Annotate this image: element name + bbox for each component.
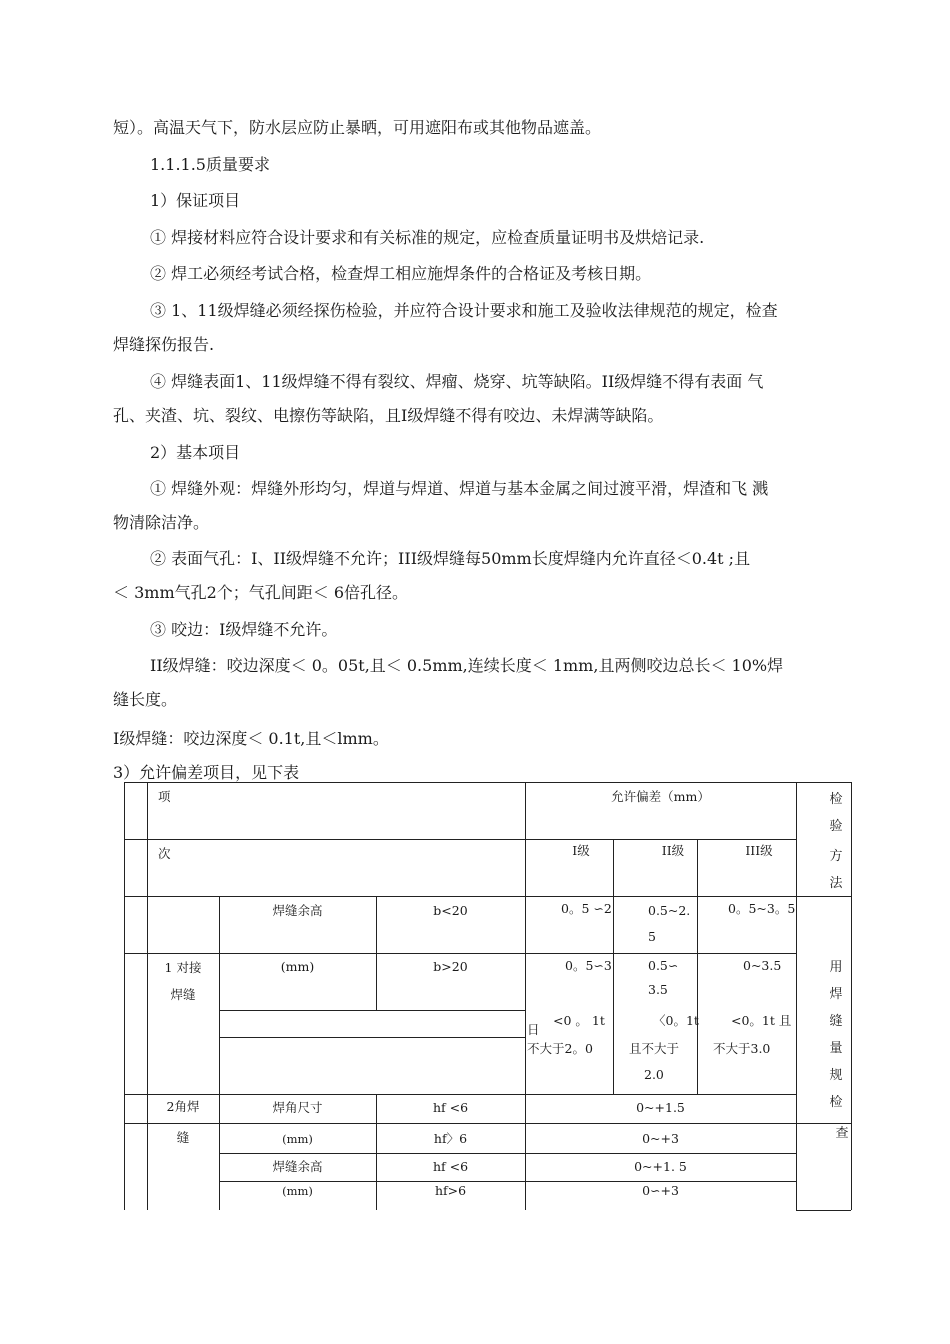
item-flaw-detection-line1: ③ 1、11级焊缝必须经探伤检验，并应符合设计要求和施工及验收法律规范的规定，检查 <box>150 301 778 320</box>
fillet-weld-label: 2角焊 <box>166 1099 200 1114</box>
subheading-basic-items: 2）基本项目 <box>150 443 241 462</box>
unit-label: (mm) <box>280 959 315 974</box>
undercut-grade2-line1: II级焊缝：咬边深度＜ 0。05t,且＜ 0.5mm,连续长度＜ 1mm,且两侧咬边总长＜ 10%焊 <box>150 656 784 675</box>
tolerance-value: 0∽+3 <box>642 1183 679 1198</box>
section-heading-quality: 1.1.1.5质量要求 <box>150 155 270 174</box>
inspection-method: 用 焊 缝 量 规 检 <box>829 960 843 1110</box>
tolerance-value: 日 <box>527 1022 540 1037</box>
tolerance-value: 0。5 ∽2 <box>561 901 612 916</box>
header-grade-1: I级 <box>572 843 590 858</box>
header-method: 检 验 <box>829 792 843 834</box>
butt-weld-label: 焊缝 <box>170 987 196 1002</box>
weld-reinforcement-label: 焊缝余高 <box>272 903 323 918</box>
condition-hf: hf <6 <box>432 1159 469 1174</box>
table-rule <box>613 839 614 1094</box>
item-undercut: ③ 咬边：I级焊缝不允许。 <box>150 620 338 639</box>
subheading-guarantee-items: 1）保证项目 <box>150 191 241 210</box>
tolerance-value: 0~3.5 <box>743 958 782 973</box>
item-welder-qualification: ② 焊工必须经考试合格，检查焊工相应施焊条件的合格证及考核日期。 <box>150 264 652 283</box>
butt-weld-label: 1 对接 <box>164 960 202 975</box>
item-weld-surface-line2: 孔、夹渣、坑、裂纹、电擦伤等缺陷，且I级焊缝不得有咬边、未焊满等缺陷。 <box>113 406 664 425</box>
tolerance-value: 且不大于 <box>629 1041 680 1056</box>
header-grade-3: III级 <box>745 843 773 858</box>
tolerance-value: 0.5∽ <box>648 958 679 973</box>
unit-label: (mm) <box>282 1184 313 1198</box>
tolerance-value: 2.0 <box>644 1067 664 1082</box>
tolerance-value: 0~+3 <box>642 1131 679 1146</box>
subheading-tolerance-items: 3）允许偏差项目，见下表 <box>113 763 300 782</box>
unit-label: (mm) <box>282 1132 313 1146</box>
table-rule <box>796 1210 851 1211</box>
undercut-grade2-line2: 缝长度。 <box>113 690 178 709</box>
fillet-weld-label: 缝 <box>176 1130 190 1145</box>
tolerance-value: 不大于3.0 <box>713 1041 771 1056</box>
tolerance-value: 0~+1.5 <box>636 1100 685 1115</box>
header-method: 方 法 <box>829 849 843 891</box>
condition-b-small: b<20 <box>433 903 468 918</box>
table-rule <box>219 1010 525 1011</box>
tolerance-value: 5 <box>648 929 656 944</box>
paragraph-sun-protection: 短）。高温天气下，防水层应防止暴晒，可用遮阳布或其他物品遮盖。 <box>113 118 602 137</box>
table-rule <box>124 782 125 1210</box>
tolerance-value: <0 。 1t <box>553 1013 605 1028</box>
condition-b-large: b>20 <box>433 959 468 974</box>
item-surface-porosity-line1: ② 表面气孔：I、II级焊缝不允许；III级焊缝每50mm长度焊缝内允许直径＜0.4t ;且 <box>150 549 751 568</box>
condition-hf: hf〉6 <box>433 1131 468 1146</box>
inspection-method: 查 <box>835 1126 849 1141</box>
item-weld-appearance-line1: ① 焊缝外观：焊缝外形均匀，焊道与焊道、焊道与基本金属之间过渡平滑，焊渣和飞 溅 <box>150 479 769 498</box>
item-surface-porosity-line2: ＜ 3mm气孔2个；气孔间距＜ 6倍孔径。 <box>113 583 409 602</box>
tolerance-value: 〈0。1t <box>653 1013 699 1028</box>
tolerance-value: 不大于2。0 <box>527 1041 593 1056</box>
header-grade-2: II级 <box>661 843 685 858</box>
header-tolerance: 允许偏差（mm） <box>611 789 710 804</box>
leg-size-label: 焊角尺寸 <box>272 1100 323 1115</box>
header-item-label: 项 <box>158 789 171 804</box>
tolerance-value: 0~+1. 5 <box>634 1159 687 1174</box>
condition-hf: hf>6 <box>434 1183 467 1198</box>
table-rule <box>124 782 851 783</box>
header-item-number-label: 次 <box>158 846 171 861</box>
undercut-grade1: I级焊缝：咬边深度＜ 0.1t,且＜lmm。 <box>113 729 389 748</box>
item-flaw-detection-line2: 焊缝探伤报告. <box>113 335 215 354</box>
tolerance-value: <0。1t 且 <box>731 1013 792 1028</box>
table-rule <box>219 1037 525 1038</box>
table-rule <box>697 839 698 1094</box>
item-weld-appearance-line2: 物清除洁净。 <box>113 513 210 532</box>
tolerance-value: 0。5∽3 <box>565 958 612 973</box>
item-welding-material: ① 焊接材料应符合设计要求和有关标准的规定，应检查质量证明书及烘焙记录. <box>150 228 705 247</box>
table-rule <box>124 1123 851 1124</box>
item-weld-surface-line1: ④ 焊缝表面1、11级焊缝不得有裂纹、焊瘤、烧穿、坑等缺陷。II级焊缝不得有表面 气 <box>150 372 764 391</box>
tolerance-value: 0.5~2. <box>648 903 691 918</box>
weld-reinforcement-label: 焊缝余高 <box>272 1159 323 1174</box>
condition-hf: hf <6 <box>432 1100 469 1115</box>
tolerance-value: 0。5~3。5 <box>728 901 796 916</box>
tolerance-value: 3.5 <box>648 982 668 997</box>
